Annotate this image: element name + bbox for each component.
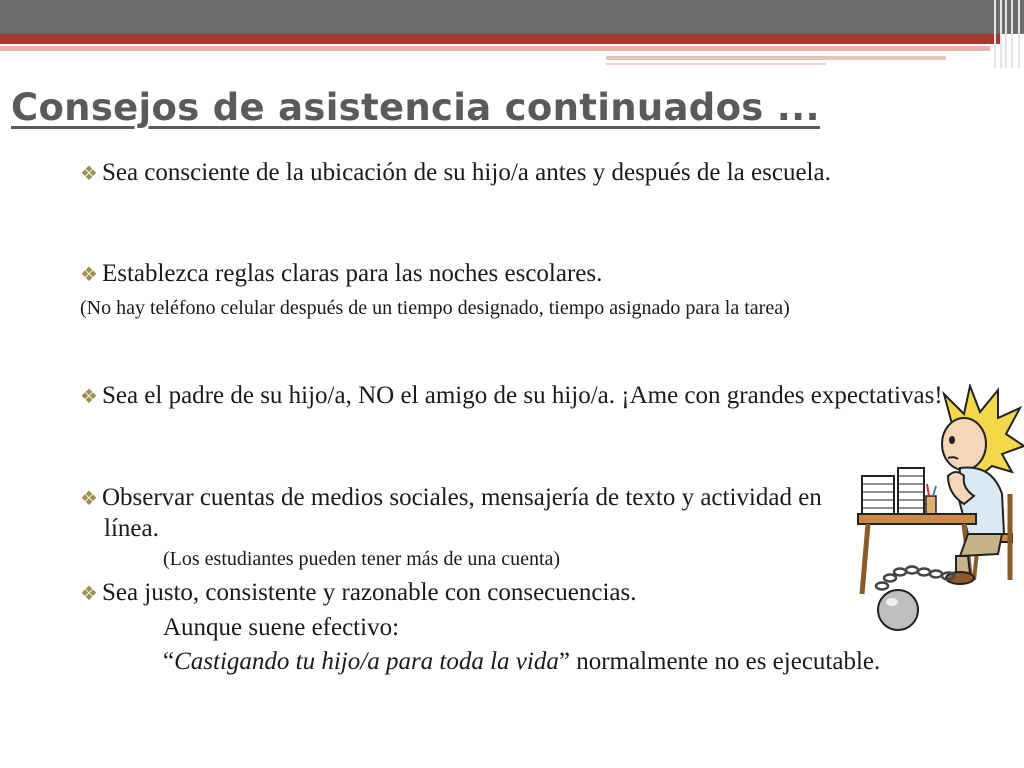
bullet-text: Sea justo, consistente y razonable con consecuencias. xyxy=(101,579,637,606)
bullet-item xyxy=(80,578,944,609)
header-accent-line xyxy=(0,46,990,51)
quote-line xyxy=(104,647,964,677)
bullet-icon: ❖ xyxy=(80,488,98,510)
bullet-icon: ❖ xyxy=(80,163,98,185)
bullet-text: Sea el padre de su hijo/a, NO el amigo de su hijo/a. ¡Ame con grandes expectativas! xyxy=(101,382,943,409)
bullet-item xyxy=(80,158,944,189)
header-vertical-stripes xyxy=(992,0,1024,68)
header-accent-line-shorter xyxy=(606,63,826,65)
bullet-icon: ❖ xyxy=(80,264,98,286)
header-band xyxy=(0,0,1024,34)
bullet-icon: ❖ xyxy=(80,583,98,605)
bullet-text: Sea consciente de la ubicación de su hijo/a antes y después de la escuela. xyxy=(101,159,831,186)
bullet-text: Establezca reglas claras para las noches escolares. xyxy=(101,260,603,287)
bullet-item xyxy=(80,483,864,544)
header-accent-bar xyxy=(0,34,1000,44)
slide-title: Consejos de asistencia continuados ... xyxy=(11,86,820,129)
bullet-item xyxy=(80,381,944,412)
bullet-note: Aunque suene efectivo: xyxy=(163,614,400,641)
bullet-note: (No hay teléfono celular después de un tiempo designado, tiempo asignado para la tarea) xyxy=(80,297,790,319)
boy-at-desk-with-ball-and-chain-icon xyxy=(852,384,1024,634)
quote-rest-text: ” normalmente no es ejecutable. xyxy=(558,648,881,675)
bullet-item xyxy=(80,259,944,290)
quote-italic-text: Castigando tu hijo/a para toda la vida xyxy=(174,648,559,675)
header-accent-line-short xyxy=(606,56,946,60)
bullet-note: (Los estudiantes pueden tener más de una cuenta) xyxy=(163,548,561,570)
quote-open-mark: “ xyxy=(163,648,175,675)
bullet-icon: ❖ xyxy=(80,386,98,408)
bullet-text: Observar cuentas de medios sociales, mensajería de texto y actividad en línea. xyxy=(101,484,822,542)
